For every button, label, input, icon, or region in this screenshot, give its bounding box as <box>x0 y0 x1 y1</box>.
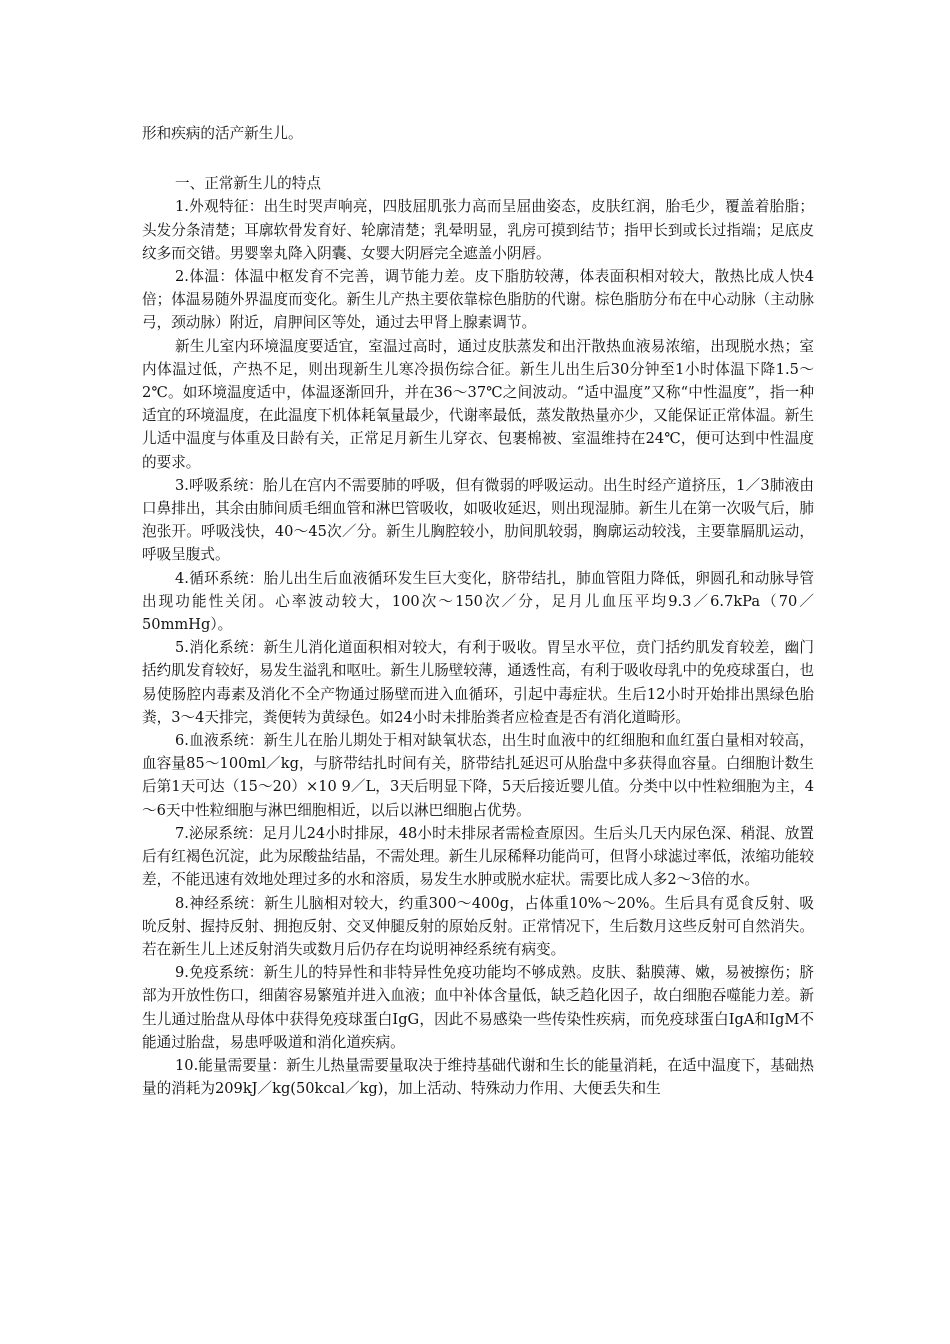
paragraph-respiratory: 3.呼吸系统：胎儿在宫内不需要肺的呼吸，但有微弱的呼吸运动。出生时经产道挤压，1／3肺液由口鼻排出，其余由肺间质毛细血管和淋巴管吸收，如吸收延迟，则出现湿肺。新生儿在第一次吸气后，肺泡张开。呼吸浅快，40～45次／分。新生儿胸腔较小，肋间肌较弱，胸廓运动较浅，主要靠膈肌运动，呼吸呈腹式。 <box>142 476 814 564</box>
paragraph-gap <box>142 145 814 172</box>
paragraph-appearance: 1.外观特征：出生时哭声响亮，四肢屈肌张力高而呈屈曲姿态，皮肤红润，胎毛少，覆盖着胎脂；头发分条清楚；耳廓软骨发育好、轮廓清楚；乳晕明显，乳房可摸到结节；指甲长到或长过指端；足底皮纹多而交错。男婴睾丸降入阴囊、女婴大阴唇完全遮盖小阴唇。 <box>142 198 814 262</box>
paragraph-digestive: 5.消化系统：新生儿消化道面积相对较大，有利于吸收。胃呈水平位，贲门括约肌发育较差，幽门括约肌发育较好，易发生溢乳和呕吐。新生儿肠壁较薄，通透性高，有利于吸收母乳中的免疫球蛋白，也易使肠腔内毒素及消化不全产物通过肠壁而进入血循环，引起中毒症状。生后12小时开始排出黑绿色胎粪，3～4天排完，粪便转为黄绿色。如24小时未排胎粪者应检查是否有消化道畸形。 <box>142 639 814 726</box>
section-heading: 一、正常新生儿的特点 <box>175 175 321 193</box>
paragraph-immune: 9.免疫系统：新生儿的特异性和非特异性免疫功能均不够成熟。皮肤、黏膜薄、嫩，易被擦伤；脐部为开放性伤口，细菌容易繁殖并进入血液；血中补体含量低，缺乏趋化因子，故白细胞吞噬能力差。新生儿通过胎盘从母体中获得免疫球蛋白IgG，因此不易感染一些传染性疾病，而免疫球蛋白IgA和IgM不能通过胎盘，易患呼吸道和消化道疾病。 <box>142 964 814 1051</box>
paragraph-nervous: 8.神经系统：新生儿脑相对较大，约重300～400g，占体重10%～20%。生后具有觅食反射、吸吮反射、握持反射、拥抱反射、交叉伸腿反射的原始反射。正常情况下，生后数月这些反射可自然消失。若在新生儿上述反射消失或数月后仍存在均说明神经系统有病变。 <box>142 894 814 958</box>
paragraph-temperature: 2.体温：体温中枢发育不完善，调节能力差。皮下脂肪较薄，体表面积相对较大，散热比成人快4倍；体温易随外界温度而变化。新生儿产热主要依靠棕色脂肪的代谢。棕色脂肪分布在中心动脉（主动脉弓，颈动脉）附近，肩胛间区等处，通过去甲肾上腺素调节。 <box>142 268 814 332</box>
paragraph-urinary: 7.泌尿系统：足月儿24小时排尿，48小时未排尿者需检查原因。生后头几天内尿色深、稍混、放置后有红褐色沉淀，此为尿酸盐结晶，不需处理。新生儿尿稀释功能尚可，但肾小球滤过率低，浓缩功能较差，不能迅速有效地处理过多的水和溶质，易发生水肿或脱水症状。需要比成人多2～3倍的水。 <box>142 824 814 889</box>
paragraph-blood: 6.血液系统：新生儿在胎儿期处于相对缺氧状态，出生时血液中的红细胞和血红蛋白量相对较高，血容量85～100ml／kg，与脐带结扎时间有关，脐带结扎延迟可从胎盘中多获得血容量。白细胞计数生后第1天可达（15～20）×10 9／L，3天后明显下降，5天后接近婴儿值。分类中以中性粒细胞为主，4～6天中性粒细胞与淋巴细胞相近，以后以淋巴细胞占优势。 <box>142 732 814 819</box>
paragraph-circulatory: 4.循环系统：胎儿出生后血液循环发生巨大变化，脐带结扎，肺血管阻力降低，卵圆孔和动脉导管出现功能性关闭。心率波动较大，100次～150次／分，足月儿血压平均9.3／6.7kPa（70／50mmHg）。 <box>142 569 814 634</box>
paragraph-room-temperature: 新生儿室内环境温度要适宜，室温过高时，通过皮肤蒸发和出汗散热血液易浓缩，出现脱水热；室内体温过低，产热不足，则出现新生儿寒冷损伤综合征。新生儿出生后30分钟至1小时体温下降1.5～2℃。如环境温度适中，体温逐渐回升，并在36～37℃之间波动。“适中温度”又称“中性温度”，指一种适宜的环境温度，在此温度下机体耗氧量最少，代谢率最低，蒸发散热量亦少，又能保证正常体温。新生儿适中温度与体重及日龄有关，正常足月新生儿穿衣、包裹棉被、室温维持在24℃，便可达到中性温度的要求。 <box>142 337 814 471</box>
continuation-text: 形和疾病的活产新生儿。 <box>142 125 303 142</box>
paragraph-energy: 10.能量需要量：新生儿热量需要量取决于维持基础代谢和生长的能量消耗，在适中温度下，基础热量的消耗为209kJ／kg(50kcal／kg)，加上活动、特殊动力作用、大便丢失和生 <box>142 1056 814 1098</box>
document-page <box>142 122 814 1100</box>
